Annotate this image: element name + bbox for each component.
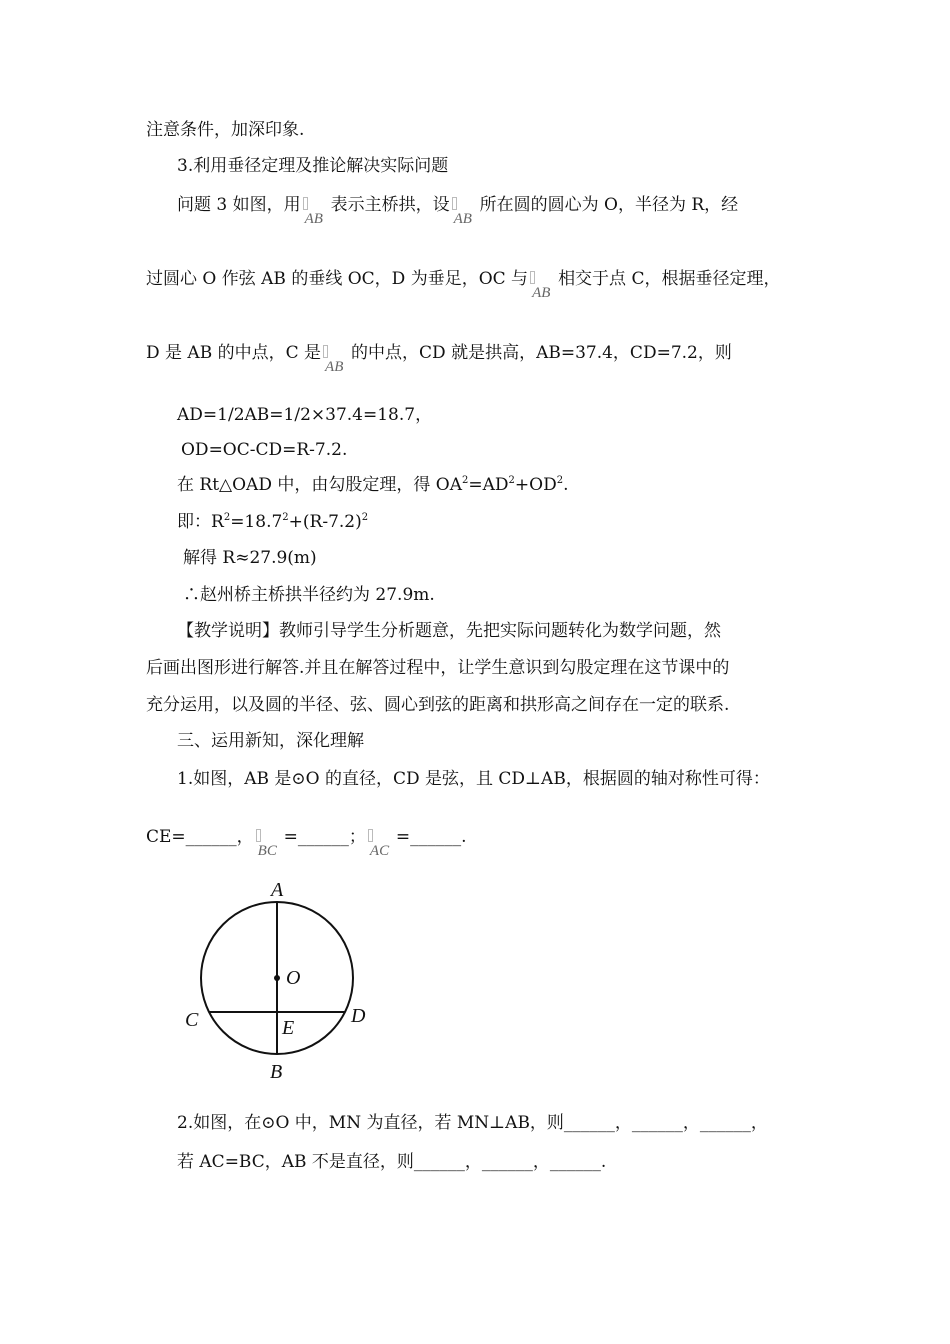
arc-ab-symbol [528,268,558,301]
equation-ad: AD=1/2AB=1/2×37.4=18.7， [177,405,433,425]
superscript: 2 [556,475,564,486]
exercise-1-ce: CE=______， [146,827,254,847]
arc-label: AB [453,211,472,227]
exercise-2-line-1: 2.如图，在⊙O 中，MN 为直径，若 MN⊥AB，则______，______，______， [177,1113,768,1133]
superscript: 2 [282,512,289,523]
arc-ab-symbol [450,194,480,227]
pythagorean-line [177,474,568,496]
problem-3-text-c: 所在圆的圆心为 O，半径为 R，经 [479,195,739,215]
arc-label: AB [304,211,323,227]
arc-label: AB [325,359,344,375]
text-line-1: 注意条件，加深印象. [146,120,305,140]
arc-ab-symbol [321,342,351,375]
label-a: A [271,879,284,901]
label-o: O [286,967,301,989]
pythagorean-text: =AD [468,475,509,495]
equation-r [177,511,368,533]
problem-3-line [177,194,739,227]
teaching-note-line-1: 【教学说明】教师引导学生分析题意，先把实际问题转化为数学问题，然 [177,621,721,641]
equation-od: OD=OC-CD=R-7.2. [181,440,348,460]
problem-3-line-3 [146,342,732,375]
equation-text: 即：R [177,512,224,532]
section-heading-three: 三、运用新知，深化理解 [177,731,364,751]
superscript: 2 [461,475,469,486]
circle-diagram [170,872,390,1087]
label-e: E [282,1017,295,1039]
arc-label: AB [532,285,551,301]
exercise-1-blanks [146,826,467,859]
arc-label: BC [257,843,277,859]
equation-text: =18.7 [230,512,283,532]
solution-line: 解得 R≈27.9(m) [183,548,317,568]
equation-text: +(R-7.2) [288,512,362,532]
label-d: D [351,1005,366,1027]
exercise-2-line-2: 若 AC=BC，AB 不是直径，则______，______，______. [177,1152,607,1172]
exercise-1-ac: =______. [395,827,467,847]
teaching-note-line-2: 后画出图形进行解答.并且在解答过程中，让学生意识到勾股定理在这节课中的 [146,658,730,678]
problem-3-text-b: 表示主桥拱，设 [330,195,450,215]
exercise-1-line: 1.如图，AB 是⊙O 的直径，CD 是弦，且 CD⊥AB，根据圆的轴对称性可得： [177,769,770,789]
conclusion-line: ∴赵州桥主桥拱半径约为 27.9m. [183,585,435,605]
superscript: 2 [223,512,231,523]
exercise-1-bc: =______； [283,827,366,847]
label-c: C [185,1009,199,1031]
arc-bc-symbol [254,826,284,859]
teaching-note-line-3: 充分运用，以及圆的半径、弦、圆心到弦的距离和拱形高之间存在一定的联系. [146,695,730,715]
arc-ac-symbol [366,826,396,859]
superscript: 2 [361,512,369,523]
problem-3-text-d: 过圆心 O 作弦 AB 的垂线 OC，D 为垂足，OC 与 [146,269,529,289]
problem-3-line-2 [146,268,781,301]
problem-3-text-a: 问题 3 如图，用 [177,195,301,215]
problem-3-text-e: 相交于点 C，根据垂径定理， [558,269,781,289]
pythagorean-text: 在 Rt△OAD 中，由勾股定理，得 OA [177,475,462,495]
label-b: B [270,1061,283,1083]
center-point [274,975,280,981]
problem-3-text-g: 的中点，CD 就是拱高，AB=37.4，CD=7.2，则 [351,343,732,363]
problem-3-text-f: D 是 AB 的中点，C 是 [146,343,322,363]
superscript: 2 [508,475,515,486]
pythagorean-text: +OD [514,475,557,495]
arc-label: AC [369,843,390,859]
arc-ab-symbol [301,194,331,227]
section-heading-3: 3.利用垂径定理及推论解决实际问题 [177,156,449,176]
pythagorean-text: . [563,475,569,495]
